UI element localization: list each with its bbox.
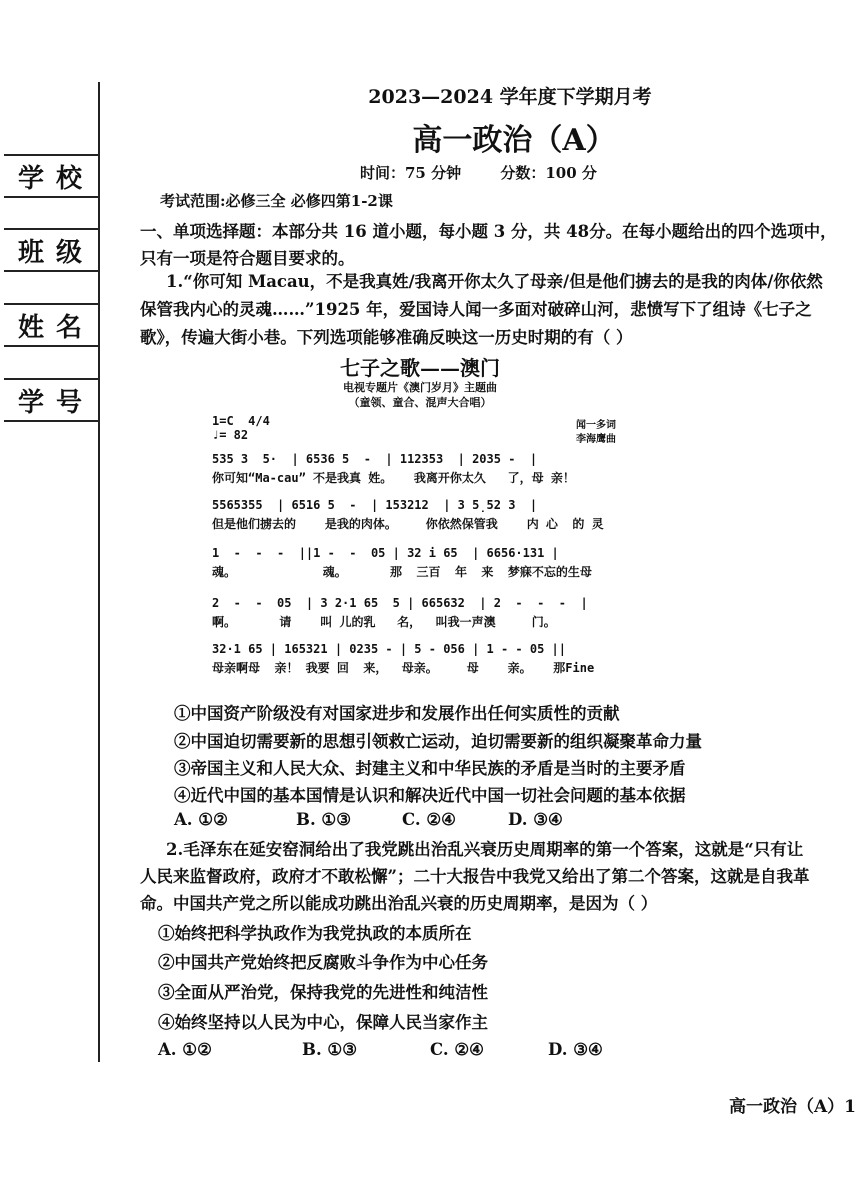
section-instructions-line1: 一、单项选择题：本部分共 16 道小题，每小题 3 分，共 48分。在每小题给出的四个选项中， xyxy=(140,222,837,241)
score-notes-row: 2 - - 05 | 3 2·1 65 5 | 665632 | 2 - - - | xyxy=(212,596,588,610)
time-limit: 时间：75 分钟 xyxy=(360,164,462,182)
question-1-stem: 1.“你可知 Macau，不是我真姓/我离开你太久了母亲/但是他们掳去的是我的肉体/你依然保管我内心的灵魂……”1925 年，爱国诗人闻一多面对破碎山河，悲愤写下了组诗《七子之歌》，传遍大街小巷。下列选项能够准确反映这一历史时期的有（ ） xyxy=(140,272,823,347)
question-2-choice-d: D. ③④ xyxy=(548,1040,603,1059)
question-2-statement-4: ④始终坚持以人民为中心，保障人民当家作主 xyxy=(158,1013,488,1032)
song-score-image xyxy=(200,352,640,682)
score-lyrics-row: 你可知“Ma-cau” 不是我真 姓。 我离开你太久 了，母 亲！ xyxy=(212,471,575,485)
song-singers: （童领、童合、混声大合唱） xyxy=(348,396,492,409)
exam-term: 2023—2024 学年度下学期月考 xyxy=(368,86,652,108)
section-instructions-line2: 只有一项是符合题目要求的。 xyxy=(140,249,355,268)
score-notes-row: 535 3 5· | 6536 5 - | 112353 | 2035 - | xyxy=(212,452,538,466)
question-2-choice-a: A. ①② xyxy=(158,1040,212,1059)
question-2-stem-line2: 人民来监督政府，政府才不敢松懈”；二十大报告中我党又给出了第二个答案，这就是自我革 xyxy=(140,867,810,886)
song-title: 七子之歌——澳门 xyxy=(340,356,500,380)
total-score: 分数：100 分 xyxy=(500,164,597,182)
song-lyricist: 闻一多词 xyxy=(576,420,616,431)
school-field xyxy=(4,154,100,198)
song-tempo: ♩= 82 xyxy=(212,428,249,442)
song-subtitle: 电视专题片《澳门岁月》主题曲 xyxy=(343,381,497,394)
page-footer: 高一政治（A）1 xyxy=(728,1097,856,1117)
exam-scope: 考试范围:必修三全 必修四第1-2课 xyxy=(160,192,393,210)
score-notes-row: 32·1 65 | 165321 | 0235 - | 5 - 056 | 1 - - 05 || xyxy=(212,642,567,656)
question-1-choice-d: D. ③④ xyxy=(508,810,563,829)
score-lyrics-row: 母亲啊母 亲！ 我要 回 来， 母亲。 母 亲。 那Fine xyxy=(212,661,595,675)
song-key: 1=C 4/4 xyxy=(212,414,270,428)
question-1-statement-2: ②中国迫切需要新的思想引领救亡运动，迫切需要新的组织凝聚革命力量 xyxy=(174,732,702,751)
score-notes-row: 1 - - - ||1 - - 05 | 32 i 65 | 6656·131 | xyxy=(212,546,559,560)
question-2-stem-line3: 命。中国共产党之所以能成功跳出治乱兴衰的历史周期率，是因为（ ） xyxy=(140,894,658,913)
question-2-stem-line1: 2.毛泽东在延安窑洞给出了我党跳出治乱兴衰历史周期率的第一个答案，这就是“只有让 xyxy=(166,840,804,859)
number-label: 学号 xyxy=(18,387,95,418)
name-field xyxy=(4,303,100,347)
exam-meta xyxy=(360,162,597,183)
question-1-statement-3: ③帝国主义和人民大众、封建主义和中华民族的矛盾是当时的主要矛盾 xyxy=(174,759,686,778)
question-2-statement-3: ③全面从严治党，保持我党的先进性和纯洁性 xyxy=(158,983,488,1002)
question-1-choice-a: A. ①② xyxy=(174,810,228,829)
question-1-choice-c: C. ②④ xyxy=(402,810,456,829)
question-1-statement-4: ④近代中国的基本国情是认识和解决近代中国一切社会问题的基本依据 xyxy=(174,786,686,805)
number-field xyxy=(4,378,100,422)
school-label: 学校 xyxy=(18,163,95,194)
question-2-statement-1: ①始终把科学执政作为我党执政的本质所在 xyxy=(158,924,472,943)
score-lyrics-row: 但是他们掳去的 是我的肉体。 你依然保管我 内 心 的 灵 xyxy=(212,517,604,531)
question-2-statement-2: ②中国共产党始终把反腐败斗争作为中心任务 xyxy=(158,953,488,972)
score-notes-row: 5565355 | 6516 5 - | 153212 | 3 5̣52 3 | xyxy=(212,498,538,512)
exam-title: 高一政治（A） xyxy=(412,123,616,158)
song-composer: 李海鹰曲 xyxy=(576,434,616,445)
question-2-choice-b: B. ①③ xyxy=(302,1040,358,1059)
score-lyrics-row: 魂。 魂。 那 三百 年 来 梦寐不忘的生母 xyxy=(212,565,592,579)
question-1-statement-1: ①中国资产阶级没有对国家进步和发展作出任何实质性的贡献 xyxy=(174,704,620,723)
question-2-choice-c: C. ②④ xyxy=(430,1040,484,1059)
name-label: 姓名 xyxy=(18,312,95,343)
question-1-choice-b: B. ①③ xyxy=(296,810,352,829)
class-label: 班级 xyxy=(18,237,95,268)
class-field xyxy=(4,228,100,272)
score-lyrics-row: 啊。 请 叫 儿的乳 名， 叫我一声澳 门。 xyxy=(212,615,556,629)
